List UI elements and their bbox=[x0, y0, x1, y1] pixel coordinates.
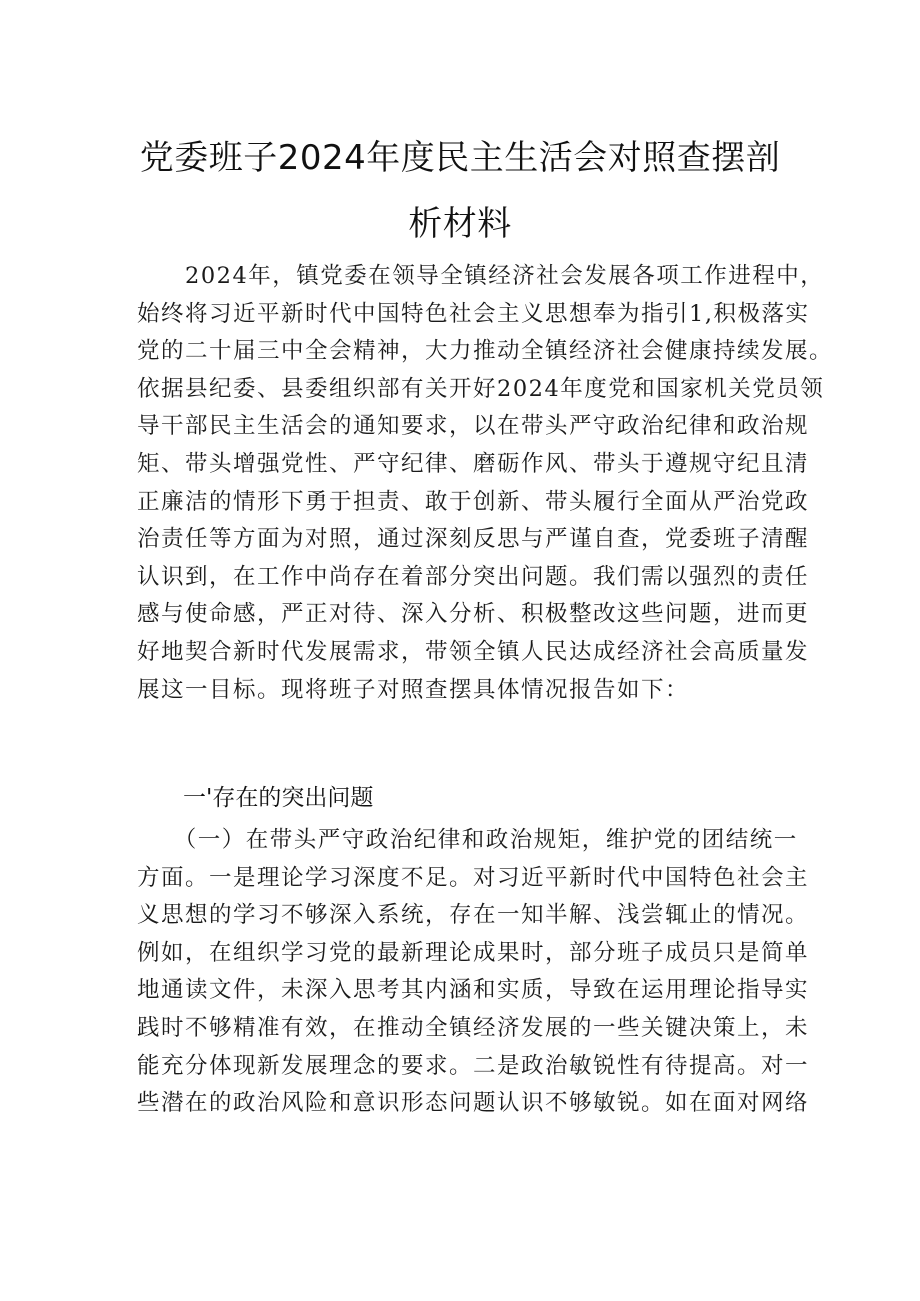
intro-line: 治责任等方面为对照，通过深刻反思与严谨自查，党委班子清醒 bbox=[137, 526, 810, 553]
section-1-line: 践时不够精准有效，在推动全镇经济发展的一些关键决策上，未 bbox=[137, 1014, 810, 1041]
section-1-line: 能充分体现新发展理念的要求。二是政治敏锐性有待提高。对一 bbox=[137, 1052, 810, 1079]
section-1-line: 义思想的学习不够深入系统，存在一知半解、浅尝辄止的情况。 bbox=[137, 902, 810, 929]
section-heading: 一'存在的突出问题 bbox=[183, 785, 374, 811]
intro-line: 矩、带头增强党性、严守纪律、磨砺作风、带头于遵规守纪且清 bbox=[137, 450, 810, 477]
intro-line: 2024年，镇党委在领导全镇经济社会发展各项工作进程中， bbox=[137, 263, 825, 289]
intro-line: 认识到，在工作中尚存在着部分突出问题。我们需以强烈的责任 bbox=[137, 563, 810, 590]
document-title-line-2: 析材料 bbox=[408, 204, 512, 244]
section-1-line: 地通读文件，未深入思考其内涵和实质，导致在运用理论指导实 bbox=[137, 977, 810, 1004]
intro-line: 感与使命感，严正对待、深入分析、积极整改这些问题，进而更 bbox=[137, 601, 810, 628]
section-1-line: 例如，在组织学习党的最新理论成果时，部分班子成员只是简单 bbox=[137, 939, 810, 966]
intro-line: 依据县纪委、县委组织部有关开好2024年度党和国家机关党员领 bbox=[137, 375, 825, 402]
document-title-line-1: 党委班子2024年度民主生活会对照查摆剖 bbox=[139, 138, 781, 178]
section-1-line: 些潜在的政治风险和意识形态问题认识不够敏锐。如在面对网络 bbox=[137, 1090, 810, 1117]
section-1-line: 方面。一是理论学习深度不足。对习近平新时代中国特色社会主 bbox=[137, 864, 810, 891]
intro-line: 始终将习近平新时代中国特色社会主义思想奉为指引1,积极落实 bbox=[137, 300, 810, 327]
intro-line: 导干部民主生活会的通知要求，以在带头严守政治纪律和政治规 bbox=[137, 413, 810, 440]
intro-line: 展这一目标。现将班子对照查摆具体情况报告如下： bbox=[137, 676, 690, 703]
intro-line: 正廉洁的情形下勇于担责、敢于创新、带头履行全面从严治党政 bbox=[137, 488, 810, 515]
section-1-paragraph bbox=[137, 822, 810, 1123]
intro-line: 好地契合新时代发展需求，带领全镇人民达成经济社会高质量发 bbox=[137, 638, 810, 665]
intro-line: 党的二十届三中全会精神，大力推动全镇经济社会健康持续发展。 bbox=[137, 338, 834, 365]
intro-paragraph bbox=[137, 258, 834, 709]
section-1-line: （一）在带头严守政治纪律和政治规矩，维护党的团结统一 bbox=[137, 827, 798, 853]
